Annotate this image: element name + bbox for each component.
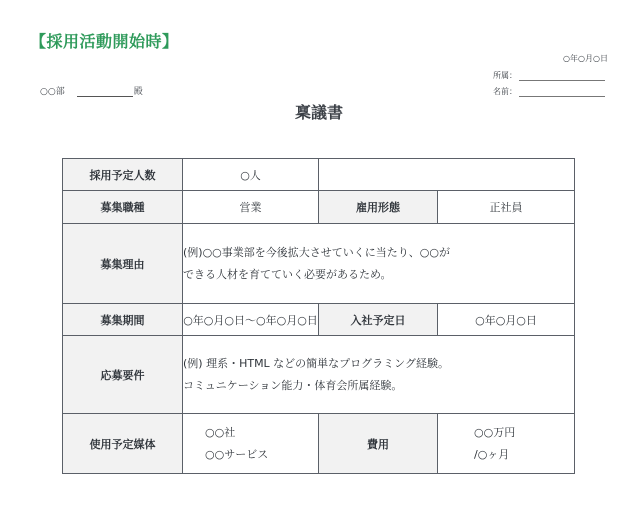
- reason-label: 募集理由: [63, 224, 183, 304]
- cost-value: [438, 414, 575, 474]
- hire-count-value: ○人: [183, 159, 319, 191]
- name-label: 名前：: [493, 87, 517, 96]
- table-row: [63, 336, 575, 414]
- affiliation-blank-line: [519, 71, 605, 81]
- empty-cell: [319, 159, 575, 191]
- table-row: [63, 159, 575, 191]
- job-type-value: 営業: [183, 191, 319, 224]
- affiliation-field: [493, 70, 605, 81]
- media-label: 使用予定媒体: [63, 414, 183, 474]
- media-value: [183, 414, 319, 474]
- addressee-suffix: 殿: [133, 87, 143, 97]
- requirements-label: 応募要件: [63, 336, 183, 414]
- addressee-dept: ○○部: [40, 87, 65, 97]
- document-title: [0, 100, 640, 123]
- document-heading: 【採用活動開始時】: [30, 32, 179, 51]
- media-line-2: ○○サービス: [205, 447, 269, 461]
- name-blank-line: [519, 87, 605, 97]
- addressee-blank-line: [77, 87, 133, 97]
- addressee: [40, 84, 143, 97]
- period-label: 募集期間: [63, 304, 183, 336]
- table-row: [63, 191, 575, 224]
- reason-value: [183, 224, 575, 304]
- table-row: [63, 224, 575, 304]
- media-line-1: ○○社: [205, 425, 236, 439]
- approval-form-table: [62, 158, 575, 474]
- cost-line-1: ○○万円: [474, 425, 516, 439]
- period-value: ○年○月○日～○年○月○日: [183, 304, 319, 336]
- hire-count-label: 採用予定人数: [63, 159, 183, 191]
- employment-type-value: 正社員: [438, 191, 575, 224]
- name-field: [493, 86, 605, 97]
- cost-line-2: /○ヶ月: [474, 447, 510, 461]
- affiliation-label: 所属：: [493, 71, 517, 80]
- requirements-line-1: (例) 理系・HTML などの簡単なプログラミング経験。: [183, 356, 449, 370]
- requirements-value: [183, 336, 575, 414]
- reason-line-2: できる人材を育てていく必要があるため。: [183, 267, 392, 281]
- document-date: ○年○月○日: [563, 54, 608, 63]
- document-title-text: 稟議書: [294, 103, 343, 122]
- start-date-label: 入社予定日: [319, 304, 438, 336]
- requirements-line-2: コミュニケーション能力・体育会所属経験。: [183, 378, 403, 392]
- cost-label: 費用: [319, 414, 438, 474]
- employment-type-label: 雇用形態: [319, 191, 438, 224]
- start-date-value: ○年○月○日: [438, 304, 575, 336]
- table-row: [63, 414, 575, 474]
- job-type-label: 募集職種: [63, 191, 183, 224]
- table-row: [63, 304, 575, 336]
- reason-line-1: (例)○○事業部を今後拡大させていくに当たり、○○が: [183, 245, 450, 259]
